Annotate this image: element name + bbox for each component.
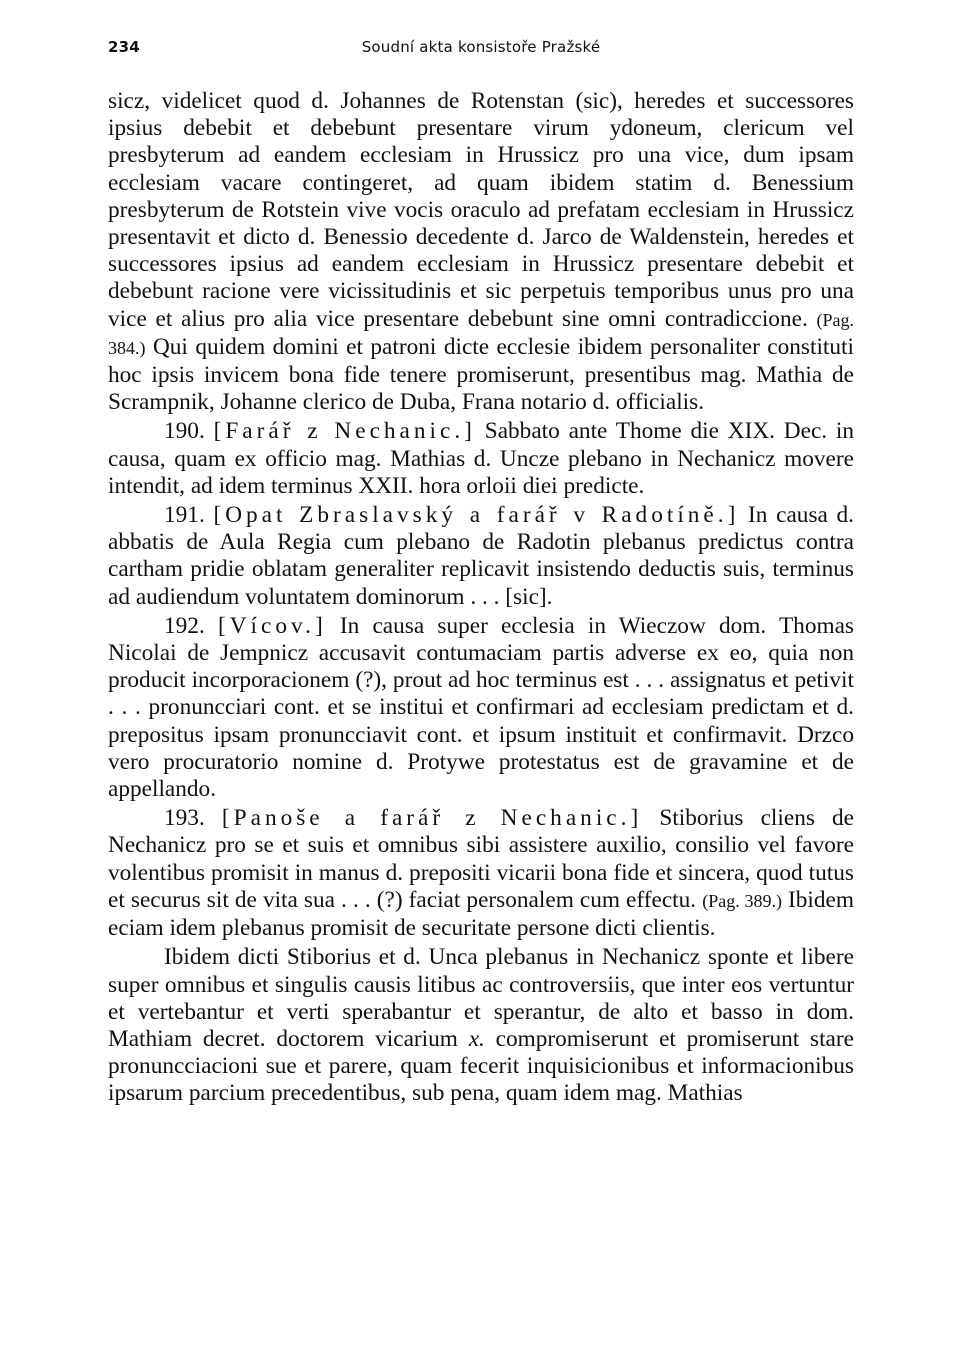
entry-heading: [Farář z Nechanic.] [213,418,476,445]
page-reference: (Pag. 389.) [702,890,782,911]
entry-193 [108,805,854,942]
entry-heading: [Panoše a farář z Nechanic.] [221,805,643,832]
entry-190 [108,418,854,500]
entry-heading: [Vícov.] [217,612,327,639]
entry-number: 190. [164,418,205,445]
entry-text: Ibidem eciam idem plebanus promisit de securitate persone dicti clientis. [108,886,855,942]
paragraph-text: compromiserunt et promiserunt stare pronuncciacioni sue et parere, quam fecerit inquisicionibus et informacionibus ipsarum parcium precedentibus, sub pena, quam idem mag. Mathias [108,1025,854,1107]
page-reference: (Pag. 384.) [108,309,855,358]
italic-mark: x. [468,1025,485,1052]
entry-192 [108,613,854,803]
running-head [108,34,854,64]
document-page [108,34,854,1110]
body-text [108,88,854,1108]
paragraph-text: sicz, videlicet quod d. Johannes de Rotenstan (sic), heredes et successores ipsius debebit et debebunt presentare virum ydoneum, clericum vel presbyterum ad eandem ecclesiam in Hrussicz pro una vice, dum ipsam ecclesiam vacare contingeret, ad quam ibidem statim d. Benessium presbyterum de Rotstein vive vocis oraculo ad prefatam ecclesiam in Hrussicz presentavit et dicto d. Benessio decedente d. Jarco de Waldenstein, heredes et successores ipsius ad eandem ecclesiam in Hrussicz presentare debebit et debebunt racione vere vicissitudinis et sic perpetuis temporibus unus pro una vice et alius pro alia vice presentare debebunt sine omni contradiccione. [108,88,854,332]
entry-text: Sabbato ante Thome die XIX. Dec. in causa, quam ex officio mag. Mathias d. Uncze plebano in Nechanicz movere intendit, ad idem terminus XXII. hora orloii diei predicte. [108,418,855,499]
paragraph-ibidem [108,944,854,1107]
paragraph-text: Ibidem dicti Stiborius et d. Unca plebanus in Nechanicz sponte et libere super omnibus et singulis causis litibus ac controversiis, que inter eos vertuntur et vertebantur et verti sperabantur et sperantur, de alto et basso in dom. Mathiam decret. doctorem vicarium [108,944,854,1052]
entry-heading: [Opat Zbraslavský a farář v Radotíně.] [213,502,740,529]
entry-text: In causa super ecclesia in Wieczow dom. Thomas Nicolai de Jempnicz accusavit contumaciam partis adverse ex eo, quia non producit incorporacionem (?), prout ad hoc terminus est . . . assignatus et petivit . . . pronuncciari cont. et se institui et confirmari ad ecclesiam predictam et d. prepositus ipsam pronuncciavit cont. et ipsum instituit et confirmavit. Drzco vero procuratorio nomine d. Protywe protestatus est de gravamine et de appellando. [108,612,854,803]
paragraph-continuation [108,88,854,416]
running-title: Soudní akta konsistoře Pražské [361,38,601,56]
entry-number: 191. [164,502,205,529]
page-number: 234 [108,38,140,56]
entry-text: Stiborius cliens de Nechanicz pro se et suis et omnibus sibi assistere auxilio, consilio vel favore volentibus promisit in manus d. prepositi vicarii bona fide et sincera, quod tutus et securus sit de vita sua . . . (?) faciat personalem cum effectu. [108,805,855,913]
entry-number: 192. [164,612,205,639]
entry-number: 193. [164,805,205,832]
entry-191 [108,502,854,611]
paragraph-text: Qui quidem domini et patroni dicte ecclesie ibidem personaliter constituti hoc ipsis invicem bona fide tenere promiserunt, presentibus mag. Mathia de Scrampnik, Johanne clerico de Duba, Frana notario d. officialis. [108,333,854,416]
entry-text: In causa d. abbatis de Aula Regia cum plebano de Radotin plebanus predictus contra cartham pridie oblatam generaliter replicavit insistendo deductis suis, terminus ad audiendum voluntatem dominorum . . . [sic]. [108,502,854,610]
